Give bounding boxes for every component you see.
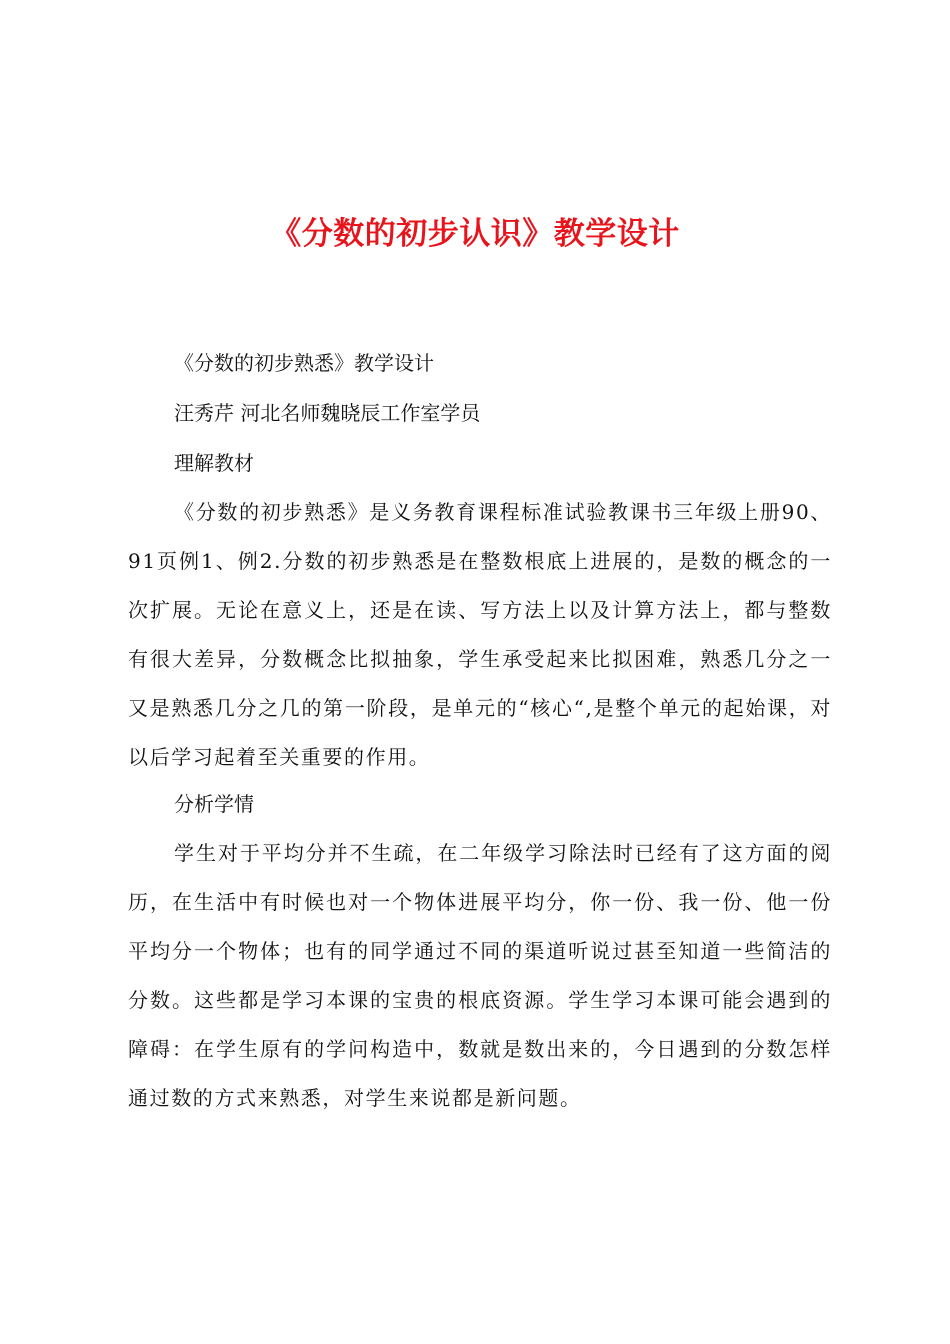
- author-line: 汪秀芹 河北名师魏晓辰工作室学员: [174, 401, 481, 425]
- document-body: [128, 344, 832, 1126]
- section-heading-textbook: 理解教材: [174, 451, 254, 475]
- document-title: 《分数的初步认识》教学设计: [270, 216, 680, 252]
- section-body-students: 学生对于平均分并不生疏，在二年级学习除法时已经有了这方面的阅历，在生活中有时候也对一个物体进展平均分，你一份、我一份、他一份平均分一个物体；也有的同学通过不同的渠道听说过甚至知道一些简洁的分数。这些都是学习本课的宝贵的根底资源。学生学习本课可能会遇到的障碍：在学生原有的学问构造中，数就是数出来的，今日遇到的分数怎样通过数的方式来熟悉，对学生来说都是新问题。: [128, 841, 832, 1110]
- section-body-textbook: 《分数的初步熟悉》是义务教育课程标准试验教课书三年级上册90、91页例1、例2.分数的初步熟悉是在整数根底上进展的，是数的概念的一次扩展。无论在意义上，还是在读、写方法上以及计算方法上，都与整数有很大差异，分数概念比拟抽象，学生承受起来比拟困难，熟悉几分之一又是熟悉几分之几的第一阶段，是单元的“核心“,是整个单元的起始课，对以后学习起着至关重要的作用。: [128, 500, 832, 769]
- section-heading-students: 分析学情: [174, 792, 254, 816]
- document-subtitle: 《分数的初步熟悉》教学设计: [174, 351, 434, 375]
